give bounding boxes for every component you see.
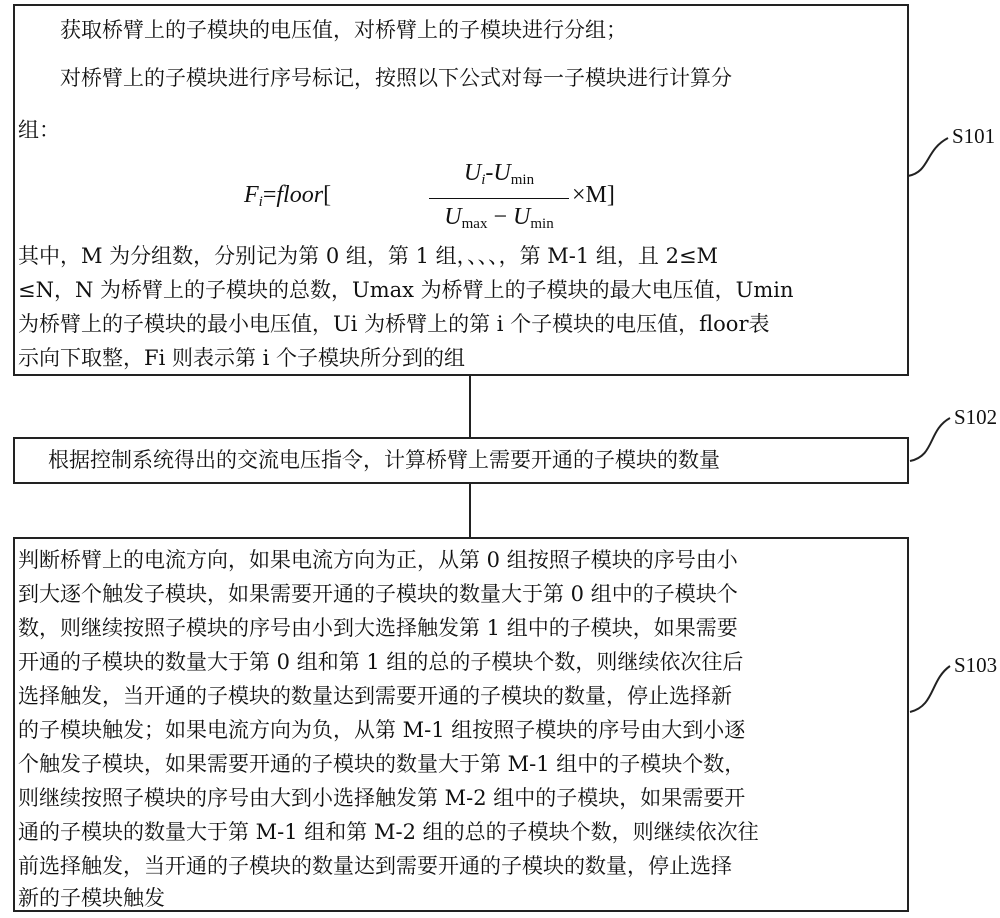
s103-line-1: 判断桥臂上的电流方向，如果电流方向为正，从第 0 组按照子模块的序号由小: [18, 548, 738, 572]
step-label-s102: S102: [954, 405, 998, 429]
s101-desc-2: ≤N，N 为桥臂上的子模块的总数，Umax 为桥臂上的子模块的最大电压值，Umin: [18, 278, 794, 302]
s103-line-9: 通的子模块的数量大于第 M-1 组和第 M-2 组的总的子模块个数，则继续依次往: [18, 820, 759, 844]
grouping-formula: [244, 160, 644, 240]
s103-line-7: 个触发子模块，如果需要开通的子模块的数量大于第 M-1 组中的子模块个数，: [18, 752, 746, 776]
step-label-s103: S103: [954, 653, 998, 677]
s101-line-3: 组：: [18, 118, 60, 142]
formula-rhs: ×M]: [572, 182, 615, 208]
s103-line-3: 数，则继续按照子模块的序号由小到大选择触发第 1 组中的子模块，如果需要: [18, 616, 738, 640]
s102-text: 根据控制系统得出的交流电压指令，计算桥臂上需要开通的子模块的数量: [48, 448, 720, 472]
formula-fraction: [429, 160, 569, 240]
s103-line-5: 选择触发，当开通的子模块的数量达到需要开通的子模块的数量，停止选择新: [18, 684, 732, 708]
s101-line-2: 对桥臂上的子模块进行序号标记，按照以下公式对每一子模块进行计算分: [60, 66, 732, 90]
s101-desc-3: 为桥臂上的子模块的最小电压值，Ui 为桥臂上的第 i 个子模块的电压值，floor表: [18, 312, 770, 336]
step-label-s101: S101: [952, 124, 996, 148]
s103-line-8: 则继续按照子模块的序号由大到小选择触发第 M-2 组中的子模块，如果需要开: [18, 786, 746, 810]
formula-denominator: $U_{max} - U_{min}$: [444, 204, 554, 232]
leader-s101: [908, 138, 948, 176]
s103-line-6: 的子模块触发；如果电流方向为负，从第 M-1 组按照子模块的序号由大到小逐: [18, 718, 746, 742]
formula-numerator: $U_i-U_{min}$: [463, 160, 535, 188]
s101-desc-1: 其中，M 为分组数，分别记为第 0 组，第 1 组，、、、，第 M-1 组，且 2≤M: [18, 244, 719, 268]
s103-line-4: 开通的子模块的数量大于第 0 组和第 1 组的总的子模块个数，则继续依次往后: [18, 650, 744, 674]
s101-desc-4: 示向下取整，Fi 则表示第 i 个子模块所分到的组: [18, 346, 466, 370]
leader-s103: [910, 666, 950, 712]
fraction-bar: [429, 198, 569, 199]
s103-line-2: 到大逐个触发子模块，如果需要开通的子模块的数量大于第 0 组中的子模块个: [18, 582, 738, 606]
s103-line-10: 前选择触发，当开通的子模块的数量达到需要开通的子模块的数量，停止选择: [18, 854, 732, 878]
s101-line-1: 获取桥臂上的子模块的电压值，对桥臂上的子模块进行分组；: [60, 18, 627, 42]
s103-line-11: 新的子模块触发: [18, 886, 165, 910]
formula-lhs: $F_i=floor$[: [244, 182, 332, 210]
leader-s102: [910, 418, 950, 461]
